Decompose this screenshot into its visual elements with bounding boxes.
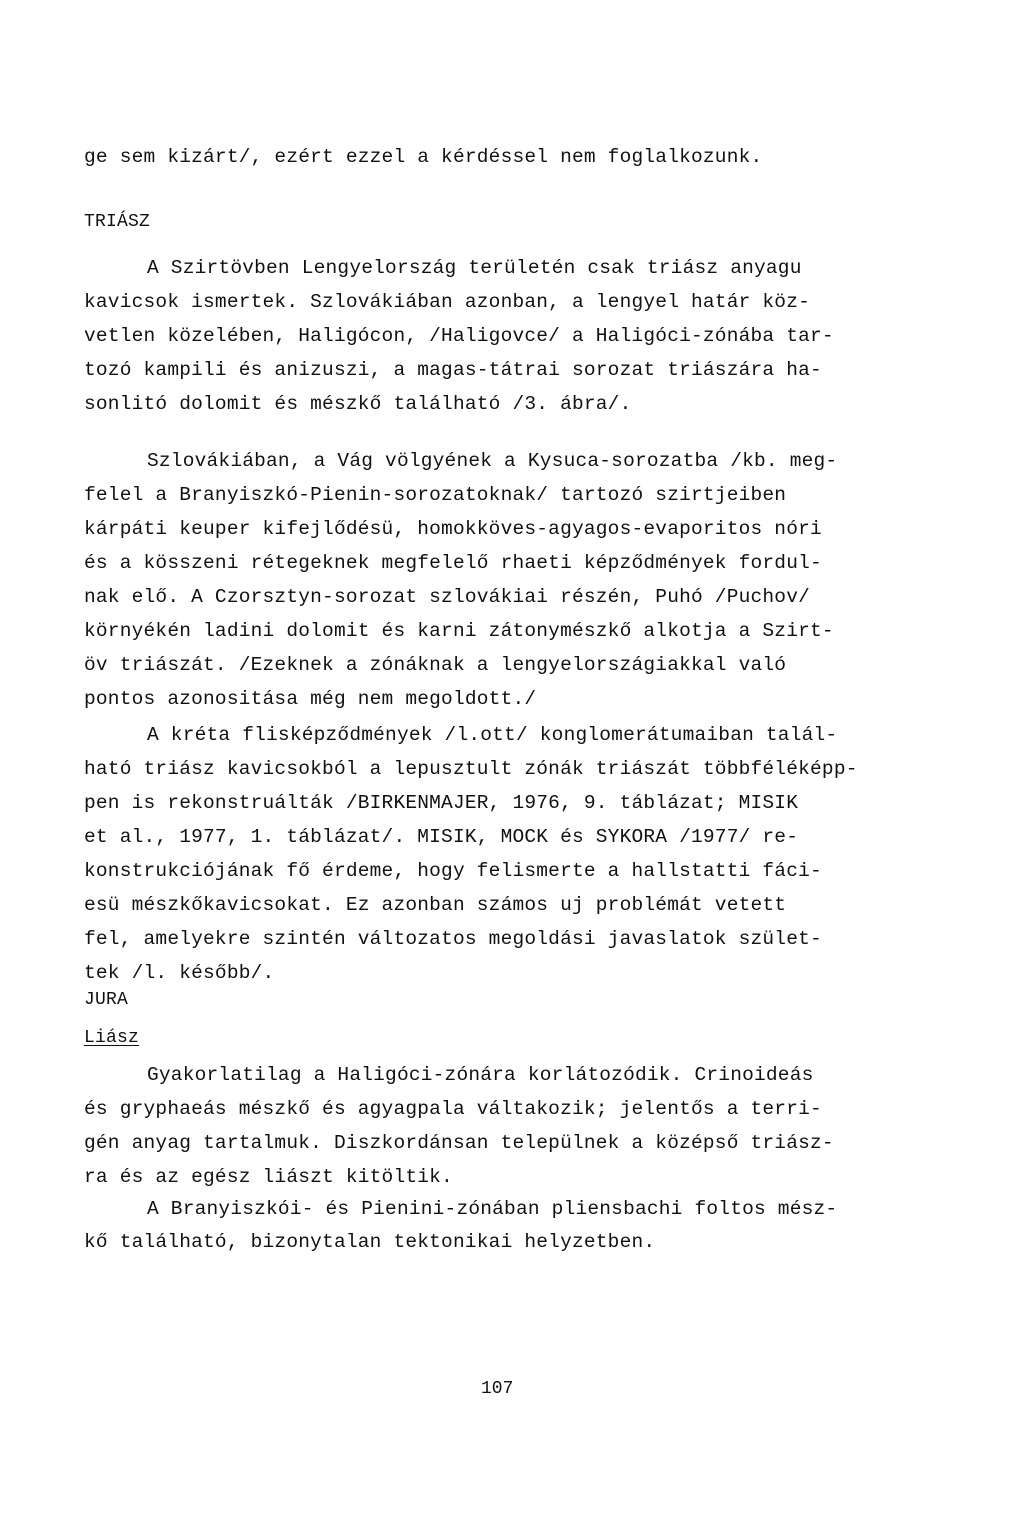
text-line: kavicsok ismertek. Szlovákiában azonban, a lengyel határ köz- [84, 291, 811, 313]
text-line: tozó kampili és anizuszi, a magas-tátrai sorozat triászára ha- [84, 359, 822, 381]
opening-line: ge sem kizárt/, ezért ezzel a kérdéssel nem foglalkozunk. [84, 146, 763, 168]
text-line: gén anyag tartalmuk. Diszkordánsan települnek a középső triász- [84, 1132, 834, 1154]
text-line: kő található, bizonytalan tektonikai helyzetben. [84, 1231, 656, 1253]
subheading-liasz: Liász [84, 1028, 140, 1048]
text-line: A Szirtövben Lengyelország területén csak triász anyagu [147, 257, 802, 279]
text-line: sonlitó dolomit és mészkő található /3. ábra/. [84, 393, 632, 415]
text-line: et al., 1977, 1. táblázat/. MISIK, MOCK és SYKORA /1977/ re- [84, 826, 799, 848]
text-line: konstrukciójának fő érdeme, hogy felismerte a hallstatti fáci- [84, 860, 822, 882]
text-line: Szlovákiában, a Vág völgyének a Kysuca-sorozatba /kb. meg- [147, 450, 838, 472]
text-line: fel, amelyekre szintén változatos megoldási javaslatok szület- [84, 928, 822, 950]
section-heading-jura: JURA [84, 990, 129, 1010]
text-line: A kréta flisképződmények /l.ott/ konglomerátumaiban talál- [147, 724, 838, 746]
section-heading-triasz: TRIÁSZ [84, 212, 151, 232]
text-line: A Branyiszkói- és Pienini-zónában pliensbachi foltos mész- [147, 1198, 838, 1220]
page-number: 107 [481, 1379, 514, 1399]
text-line: kárpáti keuper kifejlődésü, homokköves-agyagos-evaporitos nóri [84, 518, 822, 540]
text-line: ható triász kavicsokból a lepusztult zónák triászát többféléképp- [84, 758, 858, 780]
text-line: Gyakorlatilag a Haligóci-zónára korlátozódik. Crinoideás [147, 1064, 814, 1086]
text-line: öv triászát. /Ezeknek a zónáknak a lengyelországiakkal való [84, 654, 787, 676]
text-line: ra és az egész liászt kitöltik. [84, 1166, 453, 1188]
text-line: pen is rekonstruálták /BIRKENMAJER, 1976, 9. táblázat; MISIK [84, 792, 799, 814]
text-line: és gryphaeás mészkő és agyagpala váltakozik; jelentős a terri- [84, 1098, 822, 1120]
text-line: nak elő. A Czorsztyn-sorozat szlovákiai részén, Puhó /Puchov/ [84, 586, 811, 608]
text-line: környékén ladini dolomit és karni zátonymészkő alkotja a Szirt- [84, 620, 834, 642]
text-line: tek /l. később/. [84, 962, 275, 984]
text-line: vetlen közelében, Haligócon, /Haligovce/ a Haligóci-zónába tar- [84, 325, 834, 347]
text-line: pontos azonositása még nem megoldott./ [84, 688, 537, 710]
text-line: felel a Branyiszkó-Pienin-sorozatoknak/ tartozó szirtjeiben [84, 484, 787, 506]
text-line: és a kösszeni rétegeknek megfelelő rhaeti képződmények fordul- [84, 552, 822, 574]
text-line: esü mészkőkavicsokat. Ez azonban számos uj problémát vetett [84, 894, 787, 916]
